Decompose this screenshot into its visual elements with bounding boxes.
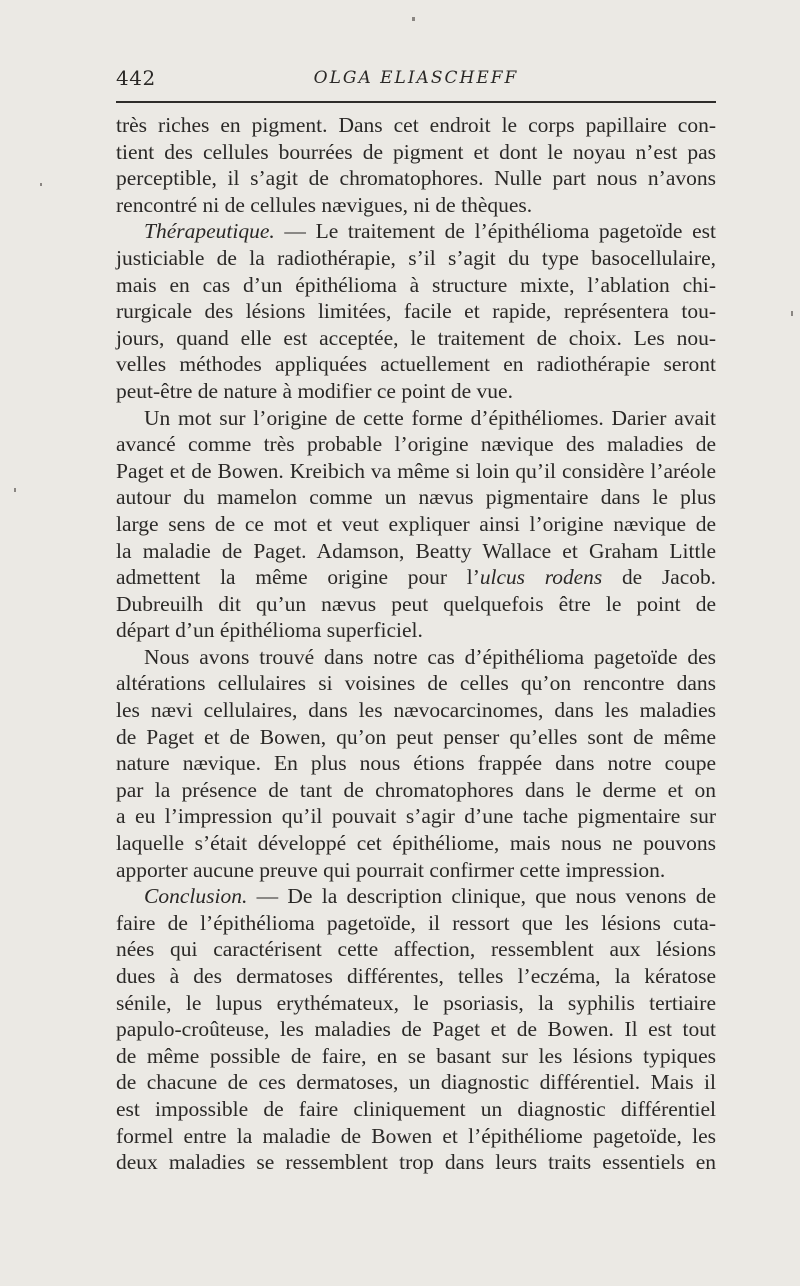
text-line [116,830,716,857]
text-line [116,883,716,910]
line-text: Un mot sur l’origine de cette forme d’épithéliomes. Darier avait [144,405,716,430]
text-line [116,298,716,325]
line-text: large sens de ce mot et veut expliquer ainsi l’origine nævique de [116,511,716,536]
line-text: Paget et de Bowen. Kreibich va même si loin qu’il considère l’aréole [116,458,716,483]
scan-mark [791,311,793,316]
line-text: papulo-croûteuse, les maladies de Paget et de Bowen. Il est tout [116,1017,716,1042]
text-line [116,378,716,405]
text-line [116,803,716,830]
text-line [116,644,716,671]
text-line [116,431,716,458]
line-text: rurgicale des lésions limitées, facile et rapide, représentera tou- [116,299,716,324]
text-line [116,458,716,485]
header-rule [116,101,716,103]
text-line [116,325,716,352]
line-text: de Jacob. [602,565,717,590]
text-line [116,218,716,245]
line-text: laquelle s’était développé cet épithéliome, mais nous ne pouvons [116,831,716,856]
text-line [116,1043,716,1070]
text-line [116,697,716,724]
line-text: très riches en pigment. Dans cet endroit le corps papillaire con- [116,113,716,137]
line-text: jours, quand elle est acceptée, le traitement de choix. Les nou- [116,325,716,350]
line-text: mais en cas d’un épithélioma à structure mixte, l’ablation chi- [116,272,716,297]
text-line [116,139,716,166]
text-line [116,990,716,1017]
text-line [116,245,716,272]
line-text: de chacune de ces dermatoses, un diagnostic différentiel. Mais il [116,1070,716,1095]
line-text: nées qui caractérisent cette affection, ressemblent aux lésions [116,937,716,962]
line-text: par la présence de tant de chromatophores dans le derme et on [116,777,716,802]
line-text: deux maladies se ressemblent trop dans leurs traits essentiels en [116,1150,716,1175]
line-text: est impossible de faire cliniquement un diagnostic différentiel [116,1096,716,1121]
text-line [116,963,716,990]
line-text: Dubreuilh dit qu’un nævus peut quelquefois être le point de [116,591,716,616]
text-line [116,405,716,432]
page-header [116,64,716,94]
text-line [116,750,716,777]
text-line [116,777,716,804]
line-text: faire de l’épithélioma pagetoïde, il ressort que les lésions cuta- [116,910,716,935]
text-line [116,564,716,591]
text-line [116,1016,716,1043]
scan-mark [14,488,16,492]
line-text: admettent la même origine pour l’ [116,565,480,590]
text-line [116,670,716,697]
line-text: dues à des dermatoses différentes, telles l’eczéma, la kératose [116,964,716,988]
text-line [116,538,716,565]
line-text: — De la description clinique, que nous venons de [247,884,716,909]
line-text: a eu l’impression qu’il pouvait s’agir d’une tache pigmentaire sur [116,804,716,829]
line-text: de même possible de faire, en se basant sur les lésions typiques [116,1043,716,1068]
text-line [116,112,716,139]
line-text: peut-être de nature à modifier ce point de vue. [116,378,513,403]
line-text: départ d’un épithélioma superficiel. [116,618,423,643]
body-text [116,112,716,1176]
line-text: de Paget et de Bowen, qu’on peut penser qu’elles sont de même [116,724,716,749]
text-line [116,1123,716,1150]
text-line [116,910,716,937]
text-line [116,1069,716,1096]
line-text: — Le traitement de l’épithélioma pagetoïde est [274,219,716,244]
text-line [116,192,716,219]
page-number: 442 [116,66,156,90]
line-text: sénile, le lupus erythémateux, le psoriasis, la syphilis tertiaire [116,990,716,1015]
section-heading: Thérapeutique. [144,219,275,244]
line-text: la maladie de Paget. Adamson, Beatty Wallace et Graham Little [116,538,716,563]
line-text: tient des cellules bourrées de pigment et dont le noyau n’est pas [116,139,716,164]
text-line [116,272,716,299]
text-line [116,1096,716,1123]
line-text: justiciable de la radiothérapie, s’il s’agit du type basocellulaire, [116,245,716,270]
text-line [116,591,716,618]
text-line [116,724,716,751]
line-text: avancé comme très probable l’origine nævique des maladies de [116,432,716,457]
text-line [116,617,716,644]
line-text: les nævi cellulaires, dans les nævocarcinomes, dans les maladies [116,698,716,723]
line-text: apporter aucune preuve qui pourrait confirmer cette impression. [116,857,666,882]
text-line [116,511,716,538]
text-line [116,857,716,884]
line-text: nature nævique. En plus nous étions frappée dans notre coupe [116,751,716,776]
text-line [116,351,716,378]
italic-term: ulcus rodens [479,565,603,590]
line-text: Nous avons trouvé dans notre cas d’épithélioma pagetoïde des [144,644,716,669]
text-line [116,1149,716,1176]
line-text: formel entre la maladie de Bowen et l’épithéliome pagetoïde, les [116,1123,716,1148]
text-line [116,165,716,192]
line-text: rencontré ni de cellules nævigues, ni de thèques. [116,192,533,217]
line-text: altérations cellulaires si voisines de celles qu’on rencontre dans [116,671,716,696]
text-line [116,484,716,511]
line-text: velles méthodes appliquées actuellement en radiothérapie seront [116,352,716,377]
section-heading: Conclusion. [144,884,248,909]
line-text: autour du mamelon comme un nævus pigmentaire dans le plus [116,485,716,510]
text-line [116,936,716,963]
scan-mark [412,17,415,21]
line-text: perceptible, il s’agit de chromatophores. Nulle part nous n’avons [116,166,716,191]
running-title: OLGA ELIASCHEFF [313,68,519,88]
scan-mark [40,183,42,186]
